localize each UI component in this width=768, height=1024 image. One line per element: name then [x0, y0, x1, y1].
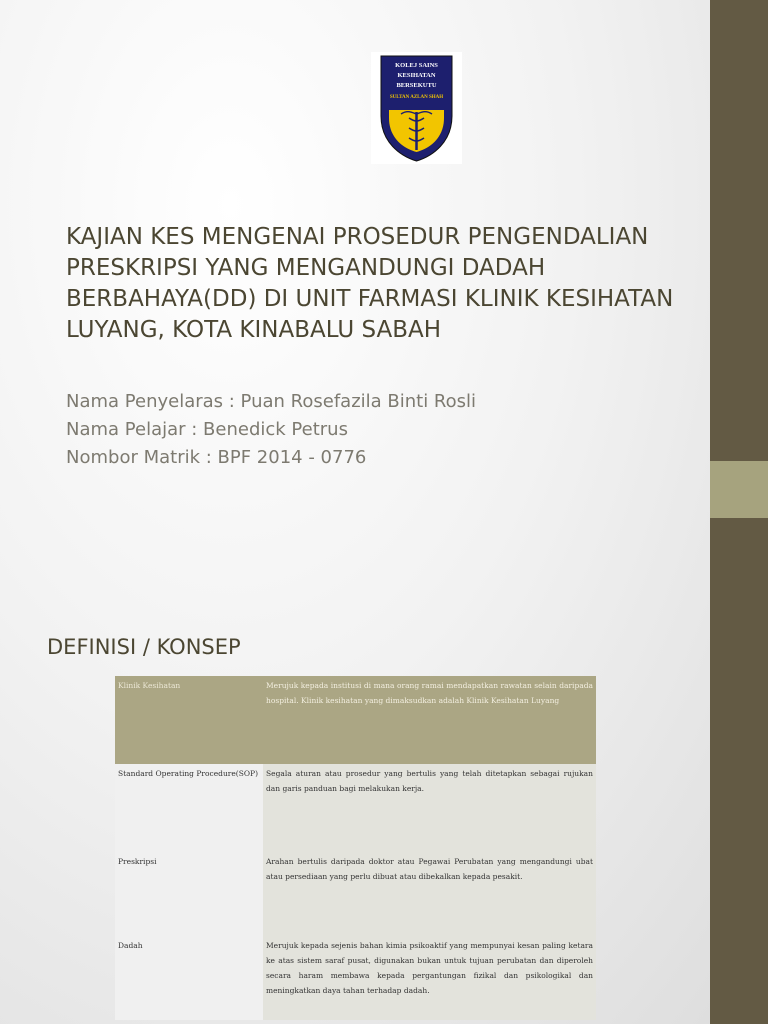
definition-cell: Segala aturan atau prosedur yang bertulis yang telah ditetapkan sebagai rujukan dan garis panduan bagi melakukan kerja. [263, 764, 596, 852]
term-cell: Standard Operating Procedure(SOP) [115, 764, 263, 852]
logo-line-1: KOLEJ SAINS [395, 62, 438, 69]
table-row [115, 852, 596, 936]
college-crest-logo [371, 52, 462, 164]
matric-number: Nombor Matrik : BPF 2014 - 0776 [66, 447, 367, 468]
definition-cell: Merujuk kepada sejenis bahan kimia psikoaktif yang mempunyai kesan paling ketara ke atas sistem saraf pusat, digunakan bukan untuk tujuan perubatan dan diperoleh secara haram membawa kepada pergantungan fizikal dan psikologikal dan meningkatkan daya tahan terhadap dadah. [263, 936, 596, 1020]
table-row [115, 676, 596, 764]
term-cell: Dadah [115, 936, 263, 1020]
presentation-title: KAJIAN KES MENGENAI PROSEDUR PENGENDALIAN PRESKRIPSI YANG MENGANDUNGI DADAH BERBAHAYA(DD) DI UNIT FARMASI KLINIK KESIHATAN LUYANG, KOTA KINABALU SABAH [66, 224, 674, 343]
definition-cell: Arahan bertulis daripada doktor atau Pegawai Perubatan yang mengandungi ubat atau persediaan yang perlu dibuat atau dibekalkan kepada pesakit. [263, 852, 596, 936]
term-cell: Preskripsi [115, 852, 263, 936]
student-name: Nama Pelajar : Benedick Petrus [66, 419, 348, 440]
logo-line-3: BERSEKUTU [396, 82, 437, 89]
definition-cell: Merujuk kepada institusi di mana orang ramai mendapatkan rawatan selain daripada hospital. Klinik kesihatan yang dimaksudkan adalah Klinik Kesihatan Luyang [263, 676, 596, 764]
section-heading: DEFINISI / KONSEP [47, 635, 241, 659]
definitions-table [115, 676, 596, 1020]
table-row [115, 764, 596, 852]
sidebar-accent-block [710, 461, 768, 518]
coordinator-name: Nama Penyelaras : Puan Rosefazila Binti Rosli [66, 391, 477, 412]
author-info-block [66, 388, 476, 472]
logo-line-2: KESIHATAN [397, 72, 436, 79]
table-row [115, 936, 596, 1020]
logo-line-4: SULTAN AZLAN SHAH [389, 95, 444, 100]
term-cell: Klinik Kesihatan [115, 676, 263, 764]
